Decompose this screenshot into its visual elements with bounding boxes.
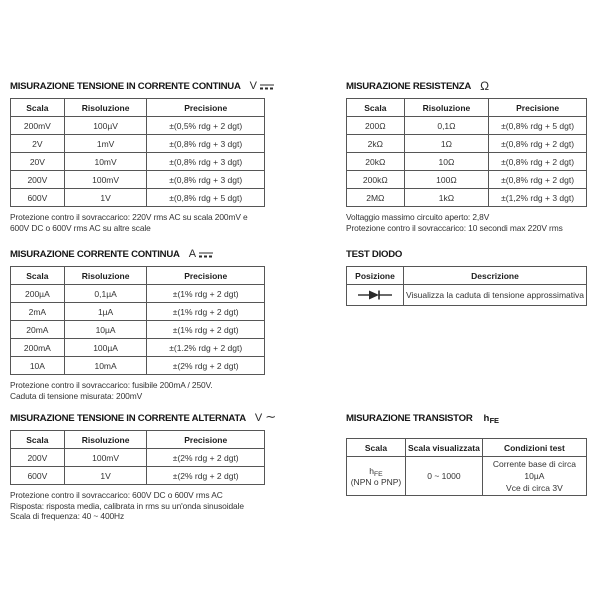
section-title-diode bbox=[346, 248, 587, 260]
cell-scala: 200kΩ bbox=[347, 171, 405, 189]
table-row bbox=[11, 357, 265, 375]
section-title-text: MISURAZIONE RESISTENZA bbox=[346, 80, 472, 92]
cell-precisione: ±(2% rdg + 2 dgt) bbox=[147, 467, 265, 485]
cell-scala: 200mV bbox=[11, 117, 65, 135]
table-row bbox=[11, 189, 265, 207]
col-header-precisione: Precisione bbox=[489, 99, 587, 117]
col-header-precisione: Precisione bbox=[147, 431, 265, 449]
cell-risoluzione: 100µV bbox=[64, 117, 147, 135]
section-notes bbox=[346, 212, 587, 233]
cell-posizione bbox=[347, 285, 404, 306]
table-row bbox=[11, 171, 265, 189]
section-title-transistor bbox=[346, 412, 587, 424]
col-header-scala-visualizzata: Scala visualizzata bbox=[405, 439, 482, 457]
dc-symbol-icon bbox=[199, 252, 213, 257]
cell-scala: 200V bbox=[11, 449, 65, 467]
table-row bbox=[11, 117, 265, 135]
cell-scala: 200mA bbox=[11, 339, 65, 357]
table-row bbox=[11, 285, 265, 303]
table-row bbox=[11, 467, 265, 485]
cell-precisione: ±(0,8% rdg + 2 dgt) bbox=[489, 171, 587, 189]
diode-table bbox=[346, 266, 587, 306]
table-row bbox=[347, 285, 587, 306]
unit-letter: V bbox=[249, 80, 258, 92]
table-header-row bbox=[11, 99, 265, 117]
unit-letter: V bbox=[254, 412, 263, 424]
cell-precisione: ±(0,5% rdg + 2 dgt) bbox=[147, 117, 265, 135]
cell-scala: 20mA bbox=[11, 321, 65, 339]
col-header-risoluzione: Risoluzione bbox=[64, 99, 147, 117]
section-notes bbox=[10, 380, 265, 401]
cell-scala: 20V bbox=[11, 153, 65, 171]
cell-risoluzione: 10mV bbox=[64, 153, 147, 171]
cell-scala: 200Ω bbox=[347, 117, 405, 135]
cell-risoluzione: 10Ω bbox=[404, 153, 489, 171]
table-row bbox=[11, 135, 265, 153]
section-title-text: MISURAZIONE TRANSISTOR bbox=[346, 412, 473, 424]
table-header-row bbox=[347, 267, 587, 285]
table-header-row bbox=[11, 267, 265, 285]
cell-risoluzione: 100Ω bbox=[404, 171, 489, 189]
dc-symbol-icon bbox=[260, 84, 274, 89]
section-dc-current bbox=[10, 248, 265, 401]
cell-risoluzione: 1V bbox=[64, 189, 147, 207]
cell-risoluzione: 100mV bbox=[64, 171, 147, 189]
section-dc-voltage bbox=[10, 80, 265, 233]
cell-descrizione: Visualizza la caduta di tensione approssimativa bbox=[404, 285, 587, 306]
table-row bbox=[347, 153, 587, 171]
col-header-scala: Scala bbox=[11, 267, 65, 285]
table-row bbox=[347, 117, 587, 135]
npn-pnp-label: (NPN o PNP) bbox=[350, 476, 402, 487]
condition-line: Corrente base di circa 10µA bbox=[492, 459, 576, 481]
col-header-posizione: Posizione bbox=[347, 267, 404, 285]
ac-symbol-icon: ∼ bbox=[265, 409, 277, 424]
cell-risoluzione: 0,1µA bbox=[64, 285, 147, 303]
cell-risoluzione: 1mV bbox=[64, 135, 147, 153]
section-title-ac-voltage bbox=[10, 409, 277, 424]
ohm-symbol: Ω bbox=[480, 79, 490, 93]
col-header-precisione: Precisione bbox=[147, 267, 265, 285]
note-line: Protezione contro il sovraccarico: fusibile 200mA / 250V. bbox=[10, 380, 213, 390]
table-row bbox=[11, 339, 265, 357]
cell-scala: 600V bbox=[11, 467, 65, 485]
ac-voltage-unit bbox=[254, 409, 277, 424]
col-header-descrizione: Descrizione bbox=[404, 267, 587, 285]
cell-scala: 2V bbox=[11, 135, 65, 153]
dc-current-table bbox=[10, 266, 265, 375]
section-title-text: MISURAZIONE TENSIONE IN CORRENTE ALTERNATA bbox=[10, 412, 246, 424]
diode-symbol-icon bbox=[358, 289, 392, 301]
table-header-row bbox=[347, 439, 587, 457]
hfe-symbol: $h_{FE}$ bbox=[483, 412, 499, 425]
col-header-scala: Scala bbox=[347, 99, 405, 117]
hfe-label: $h_{FE}$ bbox=[369, 465, 383, 478]
table-row bbox=[11, 303, 265, 321]
cell-risoluzione: 1Ω bbox=[404, 135, 489, 153]
section-notes bbox=[10, 490, 265, 522]
dc-current-unit bbox=[189, 248, 213, 260]
cell-scala-visualizzata: 0 ~ 1000 bbox=[405, 457, 482, 496]
cell-scala: 200µA bbox=[11, 285, 65, 303]
cell-scala: 600V bbox=[11, 189, 65, 207]
cell-risoluzione: 1V bbox=[64, 467, 147, 485]
table-header-row bbox=[11, 431, 265, 449]
note-line: Scala di frequenza: 40 ~ 400Hz bbox=[10, 511, 125, 522]
section-transistor bbox=[346, 412, 587, 496]
ac-voltage-table bbox=[10, 430, 265, 485]
note-line: Risposta: risposta media, calibrata in rms su un'onda sinusoidale bbox=[10, 500, 244, 511]
col-header-scala: Scala bbox=[347, 439, 406, 457]
dc-voltage-table bbox=[10, 98, 265, 207]
note-line: Protezione contro il sovraccarico: 10 secondi max 220V rms bbox=[346, 222, 563, 233]
section-ac-voltage bbox=[10, 409, 277, 522]
table-row bbox=[347, 171, 587, 189]
cell-risoluzione: 0,1Ω bbox=[404, 117, 489, 135]
section-title-resistance bbox=[346, 80, 587, 92]
cell-scala: 2MΩ bbox=[347, 189, 405, 207]
cell-risoluzione: 10µA bbox=[64, 321, 147, 339]
section-diode bbox=[346, 248, 587, 306]
cell-precisione: ±(1.2% rdg + 2 dgt) bbox=[147, 339, 265, 357]
cell-precisione: ±(1% rdg + 2 dgt) bbox=[147, 285, 265, 303]
cell-risoluzione: 100µA bbox=[64, 339, 147, 357]
note-line: Caduta di tensione misurata: 200mV bbox=[10, 390, 143, 401]
col-header-scala: Scala bbox=[11, 431, 65, 449]
cell-risoluzione: 100mV bbox=[64, 449, 147, 467]
cell-precisione: ±(2% rdg + 2 dgt) bbox=[147, 449, 265, 467]
section-title-dc-voltage bbox=[10, 80, 265, 92]
cell-condizioni-test bbox=[482, 457, 586, 496]
cell-precisione: ±(1% rdg + 2 dgt) bbox=[147, 321, 265, 339]
cell-scala: 200V bbox=[11, 171, 65, 189]
section-title-text: MISURAZIONE CORRENTE CONTINUA bbox=[10, 248, 180, 260]
section-title-dc-current bbox=[10, 248, 265, 260]
cell-precisione: ±(1% rdg + 2 dgt) bbox=[147, 303, 265, 321]
cell-precisione: ±(0,8% rdg + 2 dgt) bbox=[489, 153, 587, 171]
cell-precisione: ±(0,8% rdg + 3 dgt) bbox=[147, 171, 265, 189]
cell-scala: 2kΩ bbox=[347, 135, 405, 153]
col-header-risoluzione: Risoluzione bbox=[404, 99, 489, 117]
table-row bbox=[11, 449, 265, 467]
section-title-text: MISURAZIONE TENSIONE IN CORRENTE CONTINUA bbox=[10, 80, 241, 92]
transistor-table bbox=[346, 438, 587, 496]
col-header-condizioni-test: Condizioni test bbox=[482, 439, 586, 457]
col-header-precisione: Precisione bbox=[147, 99, 265, 117]
cell-scala: 20kΩ bbox=[347, 153, 405, 171]
note-line: Voltaggio massimo circuito aperto: 2,8V bbox=[346, 212, 490, 222]
unit-letter: A bbox=[188, 248, 197, 260]
col-header-risoluzione: Risoluzione bbox=[64, 431, 147, 449]
col-header-risoluzione: Risoluzione bbox=[64, 267, 147, 285]
cell-scala: 10A bbox=[11, 357, 65, 375]
table-row bbox=[347, 189, 587, 207]
dc-voltage-unit bbox=[250, 80, 274, 92]
section-notes bbox=[10, 212, 265, 233]
cell-risoluzione: 10mA bbox=[64, 357, 147, 375]
cell-scala: 2mA bbox=[11, 303, 65, 321]
col-header-scala: Scala bbox=[11, 99, 65, 117]
table-row bbox=[347, 457, 587, 496]
cell-precisione: ±(0,8% rdg + 3 dgt) bbox=[147, 153, 265, 171]
cell-scala bbox=[347, 457, 406, 496]
section-title-text: TEST DIODO bbox=[346, 248, 403, 260]
table-header-row bbox=[347, 99, 587, 117]
cell-risoluzione: 1kΩ bbox=[404, 189, 489, 207]
condition-line: Vce di circa 3V bbox=[506, 483, 563, 493]
section-resistance bbox=[346, 80, 587, 233]
note-line: 600V DC o 600V rms AC su altre scale bbox=[10, 222, 151, 233]
table-row bbox=[11, 321, 265, 339]
cell-precisione: ±(0,8% rdg + 3 dgt) bbox=[147, 135, 265, 153]
cell-risoluzione: 1µA bbox=[64, 303, 147, 321]
table-row bbox=[347, 135, 587, 153]
cell-precisione: ±(0,8% rdg + 2 dgt) bbox=[489, 135, 587, 153]
table-row bbox=[11, 153, 265, 171]
cell-precisione: ±(0,8% rdg + 5 dgt) bbox=[147, 189, 265, 207]
cell-precisione: ±(2% rdg + 2 dgt) bbox=[147, 357, 265, 375]
cell-precisione: ±(1,2% rdg + 3 dgt) bbox=[489, 189, 587, 207]
note-line: Protezione contro il sovraccarico: 220V rms AC su scala 200mV e bbox=[10, 212, 248, 222]
cell-precisione: ±(0,8% rdg + 5 dgt) bbox=[489, 117, 587, 135]
note-line: Protezione contro il sovraccarico: 600V DC o 600V rms AC bbox=[10, 490, 223, 500]
resistance-table bbox=[346, 98, 587, 207]
